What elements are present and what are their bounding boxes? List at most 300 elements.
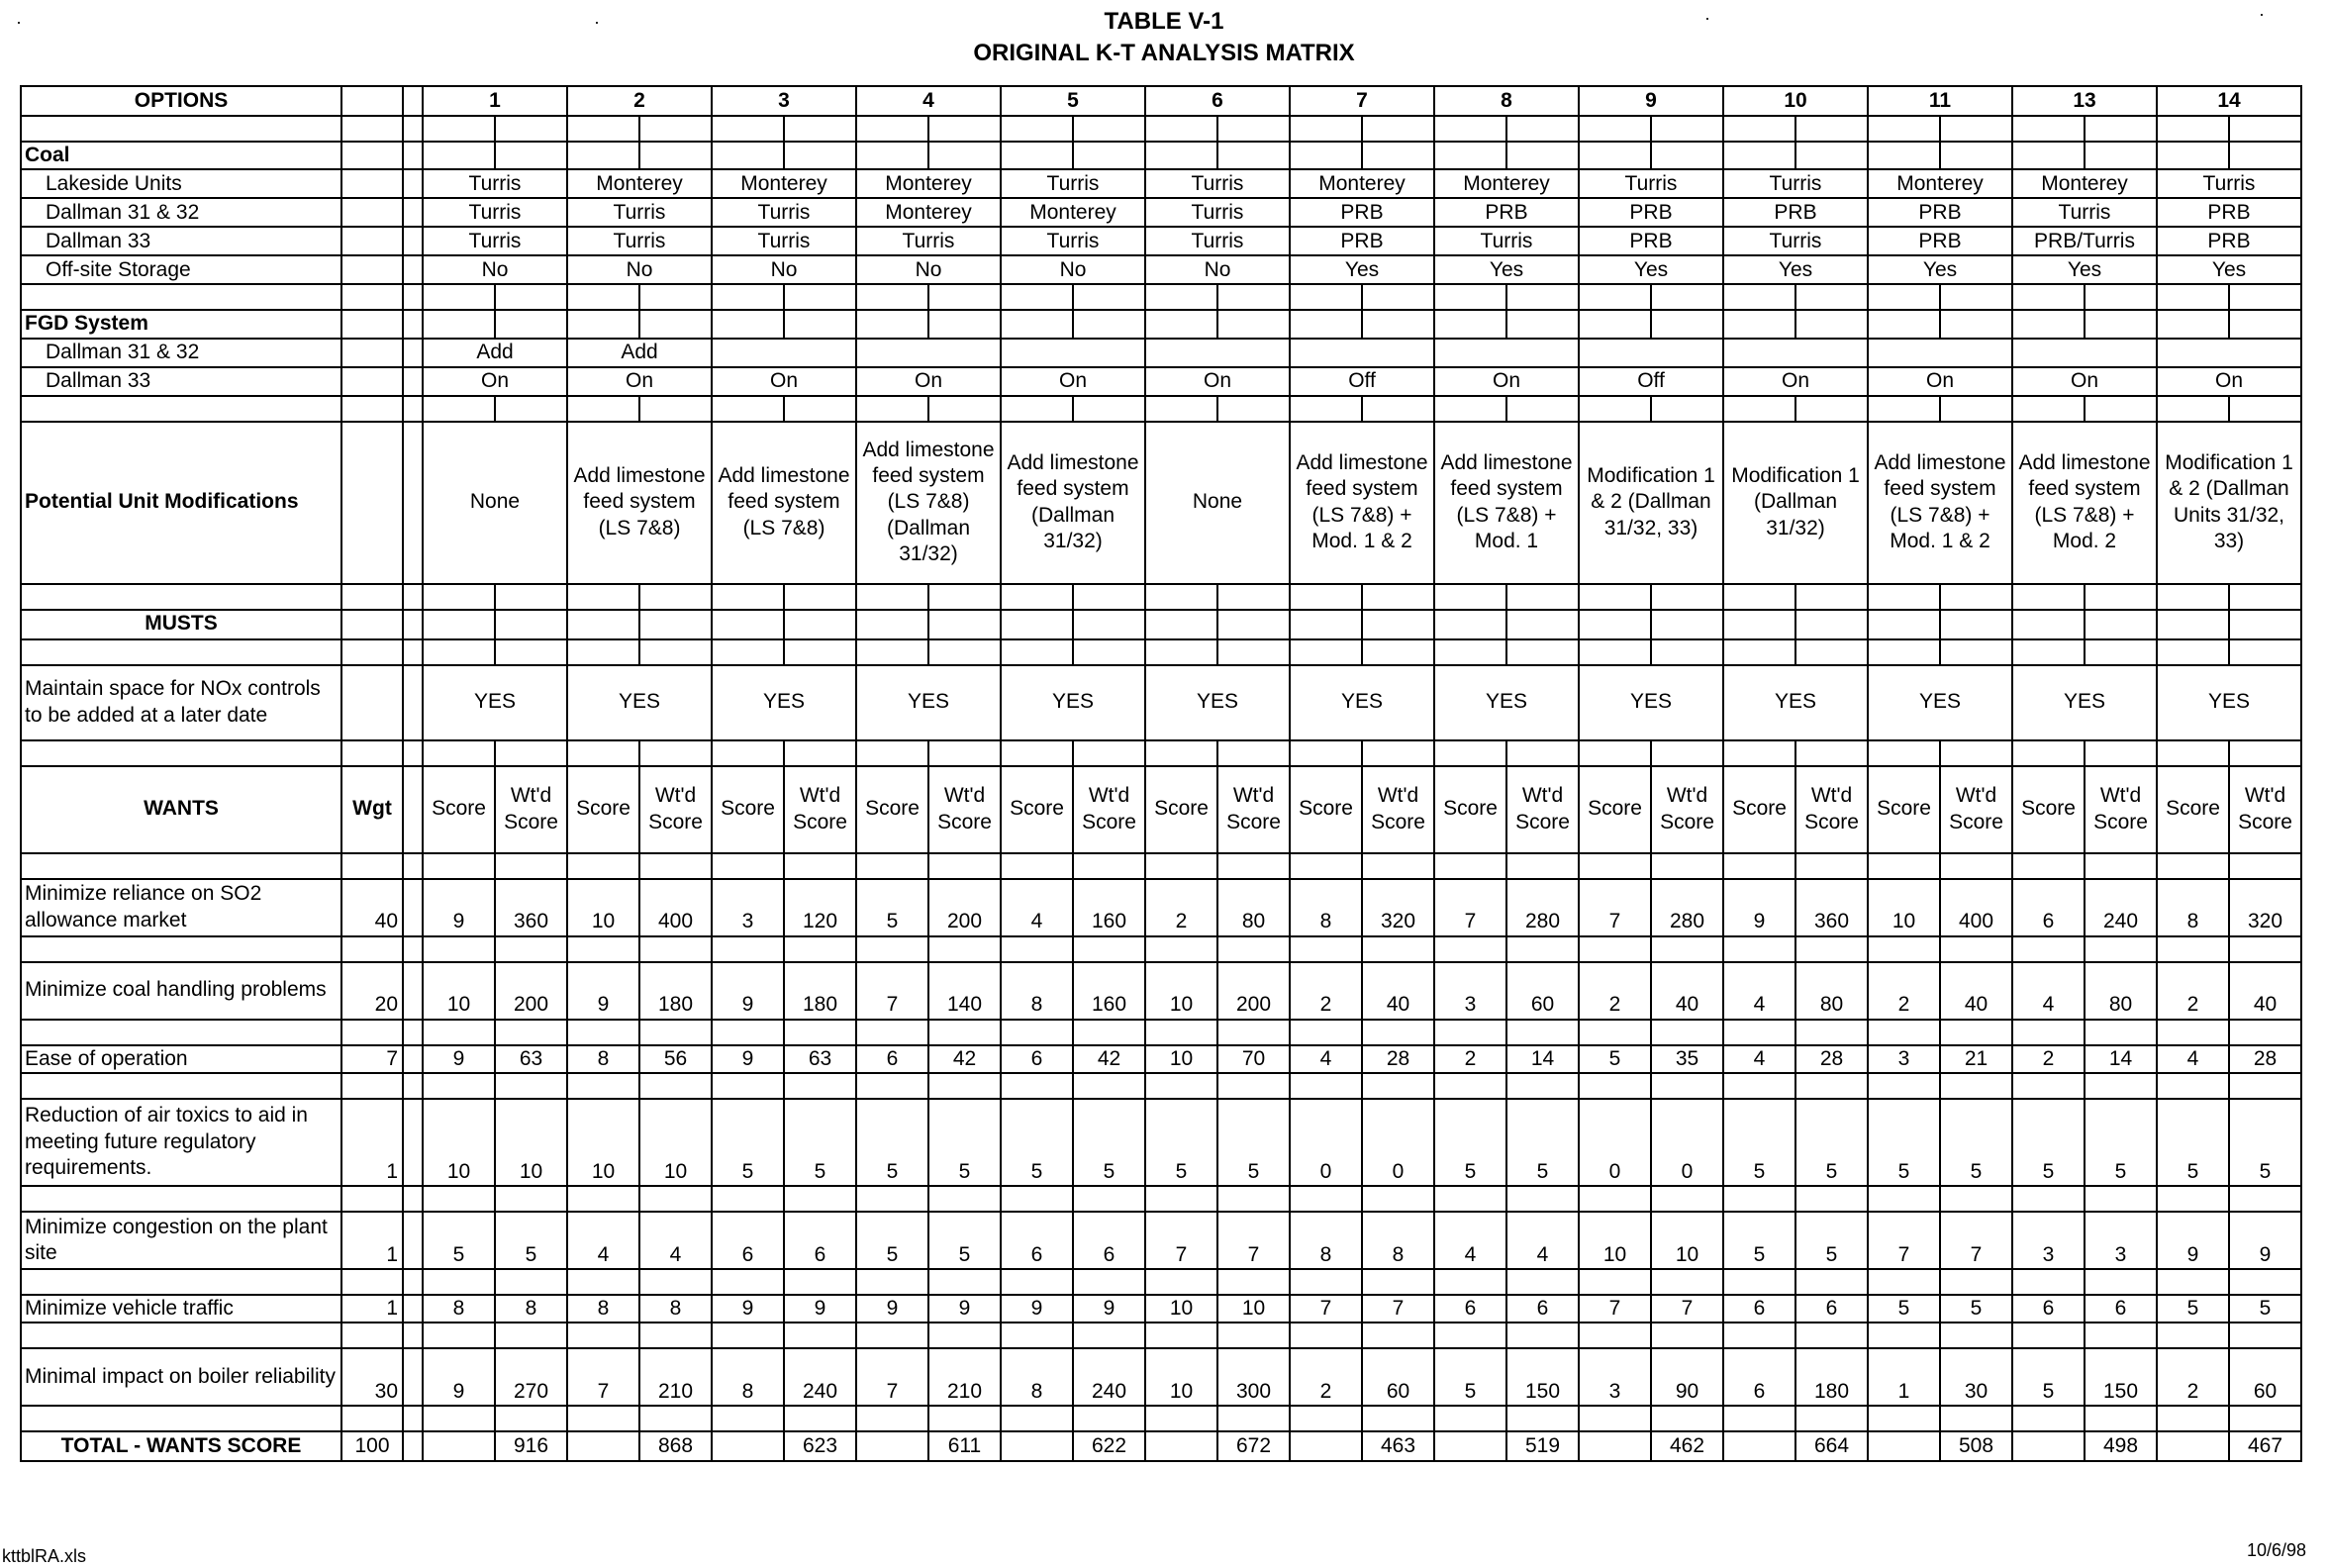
weighted-score-value: 5 xyxy=(1795,1212,1868,1269)
blank-cell xyxy=(712,284,784,310)
blank-cell xyxy=(2229,1186,2301,1212)
option-value: Turris xyxy=(423,227,567,255)
blank-cell xyxy=(1217,639,1290,665)
blank-cell xyxy=(495,1073,567,1099)
blank-cell xyxy=(423,639,495,665)
blank-cell xyxy=(1362,1323,1434,1348)
option-value: YES xyxy=(1434,665,1579,740)
blank-cell xyxy=(495,310,567,338)
blank-cell xyxy=(1723,936,1795,962)
option-value: On xyxy=(712,367,856,396)
weighted-score-value: 6 xyxy=(784,1212,856,1269)
option-value: Turris xyxy=(567,227,712,255)
option-value: No xyxy=(1001,255,1145,284)
score-value: 2 xyxy=(1579,962,1651,1020)
blank-cell xyxy=(1073,1323,1145,1348)
blank-cell xyxy=(856,936,928,962)
blank-cell xyxy=(1217,1406,1290,1431)
weighted-score-value: 150 xyxy=(1506,1348,1579,1406)
blank-cell xyxy=(423,1073,495,1099)
blank-cell xyxy=(1579,1323,1651,1348)
blank-cell xyxy=(423,1020,495,1045)
row-label: Dallman 33 xyxy=(21,367,341,396)
blank-cell xyxy=(1290,610,1362,639)
blank-cell xyxy=(1506,284,1579,310)
blank-cell xyxy=(341,422,403,584)
option-value: None xyxy=(423,422,567,584)
blank-cell xyxy=(341,853,403,879)
blank-cell xyxy=(567,116,639,142)
score-value: 9 xyxy=(856,1295,928,1323)
blank-cell xyxy=(1723,1431,1795,1461)
option-value: Monterey xyxy=(1290,169,1434,198)
blank-cell xyxy=(1217,116,1290,142)
blank-cell xyxy=(784,1186,856,1212)
blank-cell xyxy=(2229,310,2301,338)
blank-cell xyxy=(1940,116,2012,142)
score-value: 2 xyxy=(1868,962,1940,1020)
blank-cell xyxy=(856,610,928,639)
blank-cell xyxy=(423,936,495,962)
weighted-score-header: Wt'd Score xyxy=(639,766,712,853)
blank-cell xyxy=(1145,116,1217,142)
total-score: 672 xyxy=(1217,1431,1290,1461)
row-label: Dallman 31 & 32 xyxy=(21,339,341,367)
blank-cell xyxy=(2012,142,2085,169)
blank-cell xyxy=(1001,116,1073,142)
blank-cell xyxy=(1506,310,1579,338)
option-value xyxy=(1145,339,1290,367)
score-value: 9 xyxy=(423,1045,495,1073)
blank-cell xyxy=(1073,853,1145,879)
blank-cell xyxy=(341,142,403,169)
blank-cell xyxy=(856,740,928,766)
option-number: 2 xyxy=(567,86,712,116)
score-value: 8 xyxy=(567,1045,639,1073)
blank-cell xyxy=(1217,1323,1290,1348)
blank-cell xyxy=(403,1073,423,1099)
blank-cell xyxy=(341,396,403,422)
blank-cell xyxy=(495,639,567,665)
blank-cell xyxy=(1868,1269,1940,1295)
blank-cell xyxy=(403,255,423,284)
weighted-score-value: 80 xyxy=(2085,962,2157,1020)
total-score: 508 xyxy=(1940,1431,2012,1461)
blank-cell xyxy=(1073,610,1145,639)
score-value: 7 xyxy=(567,1348,639,1406)
blank-cell xyxy=(639,1073,712,1099)
blank-cell xyxy=(1001,1406,1073,1431)
blank-cell xyxy=(2229,396,2301,422)
option-value xyxy=(1723,339,1868,367)
blank-cell xyxy=(1579,853,1651,879)
blank-cell xyxy=(567,1269,639,1295)
blank-cell xyxy=(1362,740,1434,766)
score-header: Score xyxy=(1579,766,1651,853)
option-value: Turris xyxy=(423,169,567,198)
blank-cell xyxy=(1940,1406,2012,1431)
score-value: 8 xyxy=(567,1295,639,1323)
option-value: Monterey xyxy=(712,169,856,198)
table-title: TABLE V-1 xyxy=(1104,8,1224,35)
blank-cell xyxy=(1795,1406,1868,1431)
blank-cell xyxy=(2012,610,2085,639)
blank-cell xyxy=(1651,284,1723,310)
blank-cell xyxy=(21,1073,341,1099)
blank-cell xyxy=(1001,1431,1073,1461)
score-value: 8 xyxy=(1001,962,1073,1020)
score-value: 5 xyxy=(856,1099,928,1186)
blank-cell xyxy=(2157,310,2229,338)
blank-cell xyxy=(712,116,784,142)
blank-cell xyxy=(1001,639,1073,665)
weighted-score-value: 5 xyxy=(1506,1099,1579,1186)
want-label: Minimize vehicle traffic xyxy=(21,1295,341,1323)
blank-cell xyxy=(1723,1323,1795,1348)
weighted-score-header: Wt'd Score xyxy=(1506,766,1579,853)
option-number: 3 xyxy=(712,86,856,116)
blank-cell xyxy=(1506,740,1579,766)
blank-cell xyxy=(928,610,1001,639)
blank-cell xyxy=(423,1186,495,1212)
option-value: Turris xyxy=(1001,169,1145,198)
option-value: None xyxy=(1145,422,1290,584)
blank-cell xyxy=(495,1269,567,1295)
weighted-score-value: 280 xyxy=(1651,879,1723,936)
score-value: 8 xyxy=(712,1348,784,1406)
blank-cell xyxy=(1506,1323,1579,1348)
score-value: 10 xyxy=(567,1099,639,1186)
blank-cell xyxy=(639,610,712,639)
blank-cell xyxy=(2229,142,2301,169)
blank-cell xyxy=(1579,1073,1651,1099)
total-score: 622 xyxy=(1073,1431,1145,1461)
blank-cell xyxy=(341,284,403,310)
weighted-score-value: 400 xyxy=(639,879,712,936)
blank-cell xyxy=(567,310,639,338)
blank-cell xyxy=(423,396,495,422)
option-value: Turris xyxy=(2012,198,2157,227)
option-value: Add limestone feed system (LS 7&8) + Mod. 1 & 2 xyxy=(1290,422,1434,584)
score-value: 5 xyxy=(2157,1295,2229,1323)
weighted-score-value: 6 xyxy=(2085,1295,2157,1323)
score-value: 9 xyxy=(1001,1295,1073,1323)
blank-cell xyxy=(784,1323,856,1348)
total-score: 868 xyxy=(639,1431,712,1461)
option-value xyxy=(2012,339,2157,367)
weighted-score-value: 28 xyxy=(2229,1045,2301,1073)
blank-cell xyxy=(1290,142,1362,169)
blank-cell xyxy=(928,1406,1001,1431)
blank-cell xyxy=(1940,1020,2012,1045)
blank-cell xyxy=(712,1186,784,1212)
blank-cell xyxy=(784,610,856,639)
weighted-score-value: 40 xyxy=(1651,962,1723,1020)
section-heading: FGD System xyxy=(21,310,341,338)
weighted-score-value: 5 xyxy=(928,1099,1001,1186)
option-value: Monterey xyxy=(2012,169,2157,198)
option-value: Turris xyxy=(1723,227,1868,255)
blank-cell xyxy=(1290,396,1362,422)
blank-cell xyxy=(1217,936,1290,962)
blank-cell xyxy=(2157,396,2229,422)
score-value: 9 xyxy=(423,879,495,936)
blank-cell xyxy=(1217,1269,1290,1295)
score-value: 1 xyxy=(1868,1348,1940,1406)
blank-cell xyxy=(403,116,423,142)
blank-cell xyxy=(1362,284,1434,310)
blank-cell xyxy=(1940,936,2012,962)
blank-cell xyxy=(1579,1431,1651,1461)
blank-cell xyxy=(1579,610,1651,639)
blank-cell xyxy=(2157,936,2229,962)
weighted-score-value: 200 xyxy=(495,962,567,1020)
blank-cell xyxy=(712,1431,784,1461)
blank-cell xyxy=(1723,142,1795,169)
score-value: 9 xyxy=(712,1295,784,1323)
option-value: Turris xyxy=(1434,227,1579,255)
blank-cell xyxy=(2157,1431,2229,1461)
option-number: 11 xyxy=(1868,86,2012,116)
blank-cell xyxy=(2229,639,2301,665)
weighted-score-value: 160 xyxy=(1073,879,1145,936)
table-subtitle: ORIGINAL K-T ANALYSIS MATRIX xyxy=(973,40,1355,66)
option-number: 4 xyxy=(856,86,1001,116)
score-value: 4 xyxy=(1290,1045,1362,1073)
blank-cell xyxy=(1434,853,1506,879)
blank-cell xyxy=(1145,584,1217,610)
blank-cell xyxy=(403,584,423,610)
blank-cell xyxy=(784,853,856,879)
blank-cell xyxy=(1001,142,1073,169)
blank-cell xyxy=(712,310,784,338)
blank-cell xyxy=(341,1186,403,1212)
option-value: Turris xyxy=(567,198,712,227)
option-value: Turris xyxy=(1145,169,1290,198)
blank-cell xyxy=(1579,1186,1651,1212)
blank-cell xyxy=(403,227,423,255)
score-value: 10 xyxy=(423,962,495,1020)
weight-value: 1 xyxy=(341,1212,403,1269)
blank-cell xyxy=(639,1323,712,1348)
blank-cell xyxy=(567,284,639,310)
blank-cell xyxy=(2012,1406,2085,1431)
blank-cell xyxy=(1434,1186,1506,1212)
section-heading: MUSTS xyxy=(21,610,341,639)
want-row xyxy=(21,879,2301,936)
scan-speck: · xyxy=(2259,4,2265,24)
blank-cell xyxy=(1579,310,1651,338)
score-value: 2 xyxy=(1434,1045,1506,1073)
score-value: 10 xyxy=(1579,1212,1651,1269)
blank-cell xyxy=(784,1020,856,1045)
blank-cell xyxy=(1362,1406,1434,1431)
option-value: Modification 1 & 2 (Dallman Units 31/32, 33) xyxy=(2157,422,2301,584)
footer-filename: kttblRA.xls xyxy=(2,1546,87,1566)
blank-cell xyxy=(495,1020,567,1045)
score-value: 8 xyxy=(1001,1348,1073,1406)
blank-cell xyxy=(567,853,639,879)
blank-cell xyxy=(1795,1186,1868,1212)
weighted-score-value: 360 xyxy=(1795,879,1868,936)
blank-cell xyxy=(639,142,712,169)
row-label: Lakeside Units xyxy=(21,169,341,198)
weighted-score-value: 60 xyxy=(1362,1348,1434,1406)
blank-cell xyxy=(2157,610,2229,639)
blank-cell xyxy=(1145,853,1217,879)
option-row xyxy=(21,227,2301,255)
blank-cell xyxy=(1723,1186,1795,1212)
blank-cell xyxy=(1651,584,1723,610)
blank-cell xyxy=(1868,1431,1940,1461)
weighted-score-value: 5 xyxy=(928,1212,1001,1269)
blank-cell xyxy=(2085,1186,2157,1212)
option-value: Turris xyxy=(856,227,1001,255)
blank-cell xyxy=(856,1323,928,1348)
option-value: On xyxy=(1001,367,1145,396)
blank-cell xyxy=(2085,610,2157,639)
score-value: 6 xyxy=(2012,879,2085,936)
blank-cell xyxy=(784,1073,856,1099)
blank-cell xyxy=(1795,310,1868,338)
blank-cell xyxy=(2157,639,2229,665)
weight-value: 20 xyxy=(341,962,403,1020)
spacer-row xyxy=(21,1186,2301,1212)
blank-cell xyxy=(403,639,423,665)
weighted-score-value: 30 xyxy=(1940,1348,2012,1406)
blank-cell xyxy=(2085,584,2157,610)
blank-cell xyxy=(567,936,639,962)
total-score: 623 xyxy=(784,1431,856,1461)
blank-cell xyxy=(1651,1406,1723,1431)
blank-cell xyxy=(1723,610,1795,639)
blank-cell xyxy=(928,1020,1001,1045)
section-heading: Coal xyxy=(21,142,341,169)
blank-cell xyxy=(21,1020,341,1045)
blank-cell xyxy=(403,1269,423,1295)
blank-cell xyxy=(1868,936,1940,962)
score-value: 7 xyxy=(856,962,928,1020)
blank-cell xyxy=(1434,1020,1506,1045)
blank-cell xyxy=(1073,740,1145,766)
blank-cell xyxy=(2157,1073,2229,1099)
blank-cell xyxy=(784,116,856,142)
row-label: Off-site Storage xyxy=(21,255,341,284)
option-value: Yes xyxy=(1868,255,2012,284)
blank-cell xyxy=(1868,310,1940,338)
blank-cell xyxy=(784,396,856,422)
option-value xyxy=(1290,339,1434,367)
blank-cell xyxy=(1434,396,1506,422)
weighted-score-header: Wt'd Score xyxy=(1940,766,2012,853)
weighted-score-value: 6 xyxy=(1795,1295,1868,1323)
blank-cell xyxy=(784,584,856,610)
total-score: 611 xyxy=(928,1431,1001,1461)
option-value: On xyxy=(1434,367,1579,396)
blank-cell xyxy=(1795,639,1868,665)
option-value xyxy=(1434,339,1579,367)
score-value: 7 xyxy=(856,1348,928,1406)
blank-cell xyxy=(639,396,712,422)
score-header: Score xyxy=(1723,766,1795,853)
blank-cell xyxy=(639,740,712,766)
blank-cell xyxy=(1073,1269,1145,1295)
blank-cell xyxy=(21,853,341,879)
blank-cell xyxy=(1073,936,1145,962)
blank-cell xyxy=(1795,853,1868,879)
blank-cell xyxy=(1651,1073,1723,1099)
option-row xyxy=(21,255,2301,284)
blank-cell xyxy=(403,1406,423,1431)
blank-cell xyxy=(341,1406,403,1431)
weighted-score-value: 8 xyxy=(639,1295,712,1323)
blank-cell xyxy=(1217,610,1290,639)
blank-cell xyxy=(712,1020,784,1045)
option-value: PRB xyxy=(2157,227,2301,255)
blank-cell xyxy=(341,227,403,255)
option-number: 9 xyxy=(1579,86,1723,116)
score-value: 8 xyxy=(2157,879,2229,936)
blank-cell xyxy=(403,310,423,338)
blank-cell xyxy=(1362,1186,1434,1212)
blank-cell xyxy=(928,284,1001,310)
blank-cell xyxy=(1145,740,1217,766)
blank-cell xyxy=(1001,1323,1073,1348)
score-header: Score xyxy=(1001,766,1073,853)
blank-cell xyxy=(928,396,1001,422)
blank-cell xyxy=(1145,639,1217,665)
option-value: Off xyxy=(1290,367,1434,396)
blank-cell xyxy=(928,584,1001,610)
blank-cell xyxy=(1001,936,1073,962)
blank-cell xyxy=(1506,1073,1579,1099)
weighted-score-value: 320 xyxy=(1362,879,1434,936)
option-value: Turris xyxy=(1579,169,1723,198)
blank-cell xyxy=(856,310,928,338)
option-value: Turris xyxy=(423,198,567,227)
blank-cell xyxy=(567,584,639,610)
weighted-score-header: Wt'd Score xyxy=(1217,766,1290,853)
weighted-score-header: Wt'd Score xyxy=(1651,766,1723,853)
blank-cell xyxy=(1795,284,1868,310)
total-score: 664 xyxy=(1795,1431,1868,1461)
blank-cell xyxy=(1579,284,1651,310)
blank-cell xyxy=(1145,1323,1217,1348)
weighted-score-value: 5 xyxy=(1073,1099,1145,1186)
blank-cell xyxy=(1795,584,1868,610)
blank-cell xyxy=(1434,1269,1506,1295)
blank-cell xyxy=(2229,1269,2301,1295)
blank-cell xyxy=(1651,116,1723,142)
blank-cell xyxy=(928,1269,1001,1295)
score-value: 6 xyxy=(856,1045,928,1073)
option-value: No xyxy=(1145,255,1290,284)
blank-cell xyxy=(856,1020,928,1045)
blank-cell xyxy=(1651,936,1723,962)
weighted-score-value: 10 xyxy=(1651,1212,1723,1269)
score-value: 4 xyxy=(1723,962,1795,1020)
blank-cell xyxy=(403,610,423,639)
score-value: 3 xyxy=(1579,1348,1651,1406)
blank-cell xyxy=(341,367,403,396)
score-value: 6 xyxy=(1723,1348,1795,1406)
option-value: Modification 1 & 2 (Dallman 31/32, 33) xyxy=(1579,422,1723,584)
score-value: 6 xyxy=(712,1212,784,1269)
score-value: 4 xyxy=(1001,879,1073,936)
blank-cell xyxy=(1362,639,1434,665)
score-value: 10 xyxy=(1145,962,1217,1020)
option-value: On xyxy=(2012,367,2157,396)
